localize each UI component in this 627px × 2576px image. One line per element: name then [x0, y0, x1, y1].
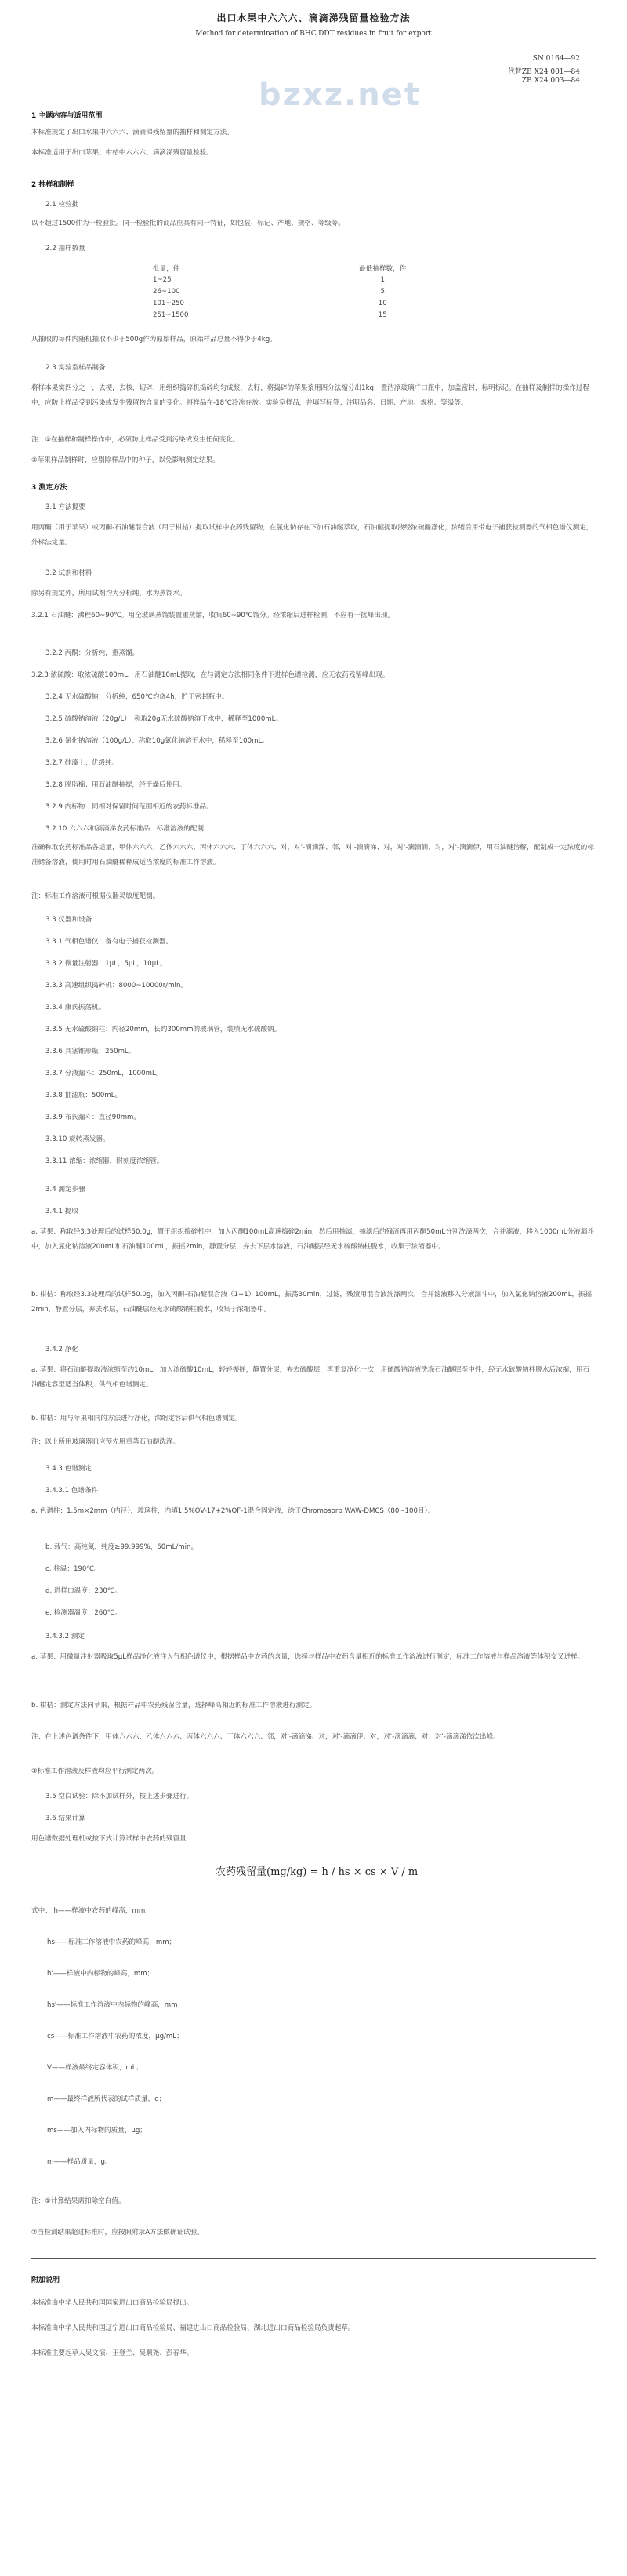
table-row [153, 297, 474, 309]
table-row [153, 274, 474, 285]
table-row [153, 285, 474, 297]
section-2-1-para: 以不超过1500件为一检验批。同一检验批的商品应具有同一特征，如包装、标记、产地、规格、等级等。 [31, 220, 345, 227]
measure-note: 注：在上述色谱条件下，甲体六六六、乙体六六六、丙体六六六、丁体六六六、邻，对'-滴滴涕、对，对'-滴滴伊、对，对'-滴滴滴、对，对'-滴滴涕依次出峰。 [31, 1733, 500, 1741]
section-2-3-note-2: ②苹果样品制样时，应剔除样品中的种子，以免影响测定结果。 [31, 456, 219, 464]
item-3-3-10: 3.3.10 旋转蒸发器。 [45, 1135, 110, 1143]
section-2-title: 2 抽样和制样 [31, 181, 74, 189]
appendix-line-1: 本标准由中华人民共和国国家进出口商品检验局提出。 [31, 2299, 194, 2307]
subsection-2-2: 2.2 抽样数量 [45, 245, 85, 253]
item-3-2-10-para: 准确称取农药标准品各适量，甲体六六六、乙体六六六、丙体六六六、丁体六六六、对，对'-滴滴涕、邻，对'-滴滴涕、对，对'-滴滴滴、对，对'-滴滴伊，用石油醚溶解，配制成一定浓度的标准储备溶液，使用时用石油醚稀释成适当浓度的标准工作溶液。 [31, 844, 594, 867]
item-3-3-11: 3.3.11 浓缩：浓缩器，附刻度浓缩管。 [45, 1157, 164, 1165]
section-3-6-para: 用色谱数据处理机或按下式计算试样中农药的残留量： [31, 1835, 194, 1843]
formula-rhs: h / hs × cs × V / m [321, 1866, 419, 1878]
subsection-3-6: 3.6 结果计算 [45, 1815, 85, 1822]
appendix-line-2: 本标准由中华人民共和国辽宁进出口商品检验局、福建进出口商品检验局、湖北进出口商品检验局负责起草。 [31, 2324, 355, 2332]
sampling-table [153, 262, 474, 321]
where-1: 式中： h——样液中农药的峰高，mm； [31, 1907, 152, 1915]
step-3-4-2-a: a. 苹果：将石油醚提取液浓缩至约10mL，加入浓硫酸10mL，轻轻振摇，静置分层，弃去硫酸层，再重复净化一次，用硫酸钠溶液洗涤石油醚层至中性，经无水硫酸钠柱脱水后浓缩，用石油醚定容至适当体积，供气相色谱测定。 [31, 1366, 590, 1389]
item-3-3-9: 3.3.9 布氏漏斗：直径90mm。 [45, 1114, 141, 1121]
item-3-3-2: 3.3.2 微量注射器：1μL，5μL，10μL。 [45, 960, 167, 968]
table-header-samples: 最低抽样数，件 [359, 264, 407, 273]
where-2: hs——标准工作溶液中农药的峰高，mm； [47, 1938, 176, 1946]
subsection-3-5: 3.5 空白试验：除不加试样外，按上述步骤进行。 [45, 1793, 194, 1800]
step-3-4-1-b: b. 柑桔：称取经3.3处理后的试样50.0g，加入丙酮-石油醚混合液（1+1）100mL，振荡30min，过滤，残渣用混合液洗涤两次，合并滤液移入分液漏斗中，加入氯化钠溶液200mL，振摇2min，静置分层，弃去水层，石油醚层经无水硫酸钠柱脱水，收集于浓缩器中。 [31, 1291, 593, 1313]
calc-note-1: 注：①计算结果需扣除空白值。 [31, 2197, 125, 2205]
item-3-3-5: 3.3.5 无水硫酸钠柱：内径20mm，长约300mm的玻璃管，装填无水硫酸钠。 [45, 1026, 281, 1034]
section-3-2-para: 除另有规定外，所用试剂均为分析纯，水为蒸馏水。 [31, 590, 187, 598]
where-8: ms——加入内标物的质量，μg； [47, 2127, 147, 2135]
step-3-4-3-2: 3.4.3.2 测定 [45, 1633, 85, 1640]
section-3-1-para: 用丙酮（用于苹果）或丙酮-石油醚混合液（用于柑桔）提取试样中农药残留物，在氯化钠存在下加石油醚萃取，石油醚提取液经浓硫酸净化，浓缩后用带电子捕获检测器的气相色谱仪测定，外标法定量。 [31, 524, 593, 547]
subsection-3-3: 3.3 仪器和设备 [45, 916, 92, 924]
table-row [153, 309, 474, 321]
subsection-3-2: 3.2 试剂和材料 [45, 569, 92, 577]
section-3-title: 3 测定方法 [31, 484, 67, 492]
table-header-row [153, 262, 474, 274]
item-3-3-8: 3.3.8 抽滤瓶：500mL。 [45, 1092, 122, 1099]
item-3-3-1: 3.3.1 气相色谱仪：备有电子捕获检测器。 [45, 938, 173, 946]
item-3-3-7: 3.3.7 分液漏斗：250mL，1000mL。 [45, 1070, 163, 1077]
table-cell: 1 [380, 275, 385, 284]
calc-note-2: ②当检测结果超过标准时，应按照附录A方法做确证试验。 [31, 2229, 204, 2236]
measure-note-2: ③标准工作溶液及样液均应平行测定两次。 [31, 1768, 159, 1775]
condition-e: e. 检测器温度：260℃。 [45, 1609, 121, 1617]
formula [216, 1863, 418, 1878]
table-cell: 1~25 [153, 275, 172, 284]
item-3-3-6: 3.3.6 具塞锥形瓶：250mL。 [45, 1048, 136, 1055]
section-1-para-1: 本标准规定了出口水果中六六六、滴滴涕残留量的抽样和测定方法。 [31, 129, 234, 136]
item-3-2-3: 3.2.3 浓硫酸：取浓硫酸100mL，用石油醚10mL提取，在与测定方法相同条件下进样色谱检测，应无农药残留峰出现。 [31, 671, 390, 679]
subsection-3-4: 3.4 测定步骤 [45, 1186, 85, 1194]
appendix-title: 附加说明 [31, 2276, 60, 2284]
table-cell: 101~250 [153, 299, 185, 307]
subsection-3-1: 3.1 方法提要 [45, 503, 85, 511]
condition-a: a. 色谱柱：1.5m×2mm（内径），玻璃柱，内填1.5%OV-17+2%QF-1混合固定液，涂于Chromosorb WAW-DMCS（80~100目）。 [31, 1507, 435, 1515]
item-3-3-4: 3.3.4 康氏振荡机。 [45, 1004, 106, 1012]
section-2-3-note-1: 注：①在抽样和制样操作中，必须防止样品受到污染或发生任何变化。 [31, 436, 240, 444]
std-number-3: ZB X24 003—84 [521, 77, 580, 85]
where-7: m——最终样液所代表的试样质量，g； [47, 2095, 166, 2103]
section-2-3-para: 将样本果实四分之一，去梗，去核，切碎，用组织捣碎机捣碎均匀成浆，去籽，将捣碎的苹果浆用四分法缩分出1kg，置洁净玻璃广口瓶中，加盖密封，标明标记。在抽样及制样的操作过程中，应防止样品受到污染或发生残留物含量的变化。将样品在-18℃冷冻存放。实验室样品，并填写标签；注明品名、日期、产地、规格、等级等。 [31, 384, 589, 407]
condition-b: b. 载气：高纯氮，纯度≥99.999%，60mL/min。 [45, 1543, 198, 1551]
measure-a: a. 苹果：用微量注射器吸取5μL样品净化液注入气相色谱仪中，根据样品中农药的含量，选择与样品中农药含量相近的标准工作溶液进行测定，标准工作溶液与样品溶液等体积交叉进样。 [31, 1653, 585, 1661]
table-cell: 15 [378, 311, 387, 319]
step-3-4-2-note: 注：以上所用玻璃器皿应预先用重蒸石油醚洗涤。 [31, 1438, 180, 1446]
subsection-2-1: 2.1 检验批 [45, 201, 79, 209]
section-1-para-2: 本标准适用于出口苹果、柑桔中六六六、滴滴涕残留量检验。 [31, 149, 214, 157]
where-6: V——样液最终定容体积，mL； [47, 2064, 143, 2072]
item-3-2-6: 3.2.6 氯化钠溶液（100g/L）：称取10g氯化钠溶于水中，稀释至100mL。 [45, 737, 269, 745]
section-3-2-note: 注：标准工作溶液可根据仪器灵敏度配制。 [31, 892, 160, 900]
table-cell: 5 [380, 287, 385, 296]
step-3-4-2: 3.4.2 净化 [45, 1346, 78, 1353]
table-cell: 10 [378, 299, 387, 307]
table-cell: 26~100 [153, 287, 180, 296]
table-cell: 251~1500 [153, 311, 189, 319]
std-number-2: 代替ZB X24 001—84 [507, 68, 580, 76]
table-header-lot: 批量，件 [153, 264, 180, 273]
formula-lhs: 农药残留量(mg/kg) = [216, 1866, 319, 1878]
item-3-2-10: 3.2.10 六六六和滴滴涕农药标准品：标准溶液的配制 [45, 825, 204, 833]
item-3-3-3: 3.3.3 高速组织捣碎机：8000~10000r/min。 [45, 982, 187, 990]
item-3-2-1: 3.2.1 石油醚：沸程60~90℃。用全玻璃蒸馏装置重蒸馏，收集60~90℃馏分。经浓缩后进样检测，不应有干扰峰出现。 [31, 612, 394, 619]
document-subtitle: Method for determination of BHC,DDT residues in fruit for export [195, 30, 432, 38]
watermark-logo: bzxz.net [259, 77, 421, 113]
appendix-rule [31, 2258, 596, 2259]
step-3-4-3: 3.4.3 色谱测定 [45, 1465, 92, 1473]
where-9: m——样品质量，g。 [47, 2158, 112, 2166]
item-3-2-9: 3.2.9 内标物：同相对保留时间范围相近的农药标准品。 [45, 803, 213, 811]
std-number-1: SN 0164—92 [532, 55, 580, 63]
item-3-2-5: 3.2.5 硫酸钠溶液（20g/L）：称取20g无水硫酸钠溶于水中，稀释至1000mL。 [45, 715, 283, 723]
where-4: hs'——标准工作溶液中内标物的峰高，mm； [47, 2001, 185, 2009]
appendix-line-3: 本标准主要起草人吴文演、王登兰、吴顺尧、彭春华。 [31, 2349, 194, 2357]
section-2-2-para: 从抽取的每件内随机抽取不少于500g作为原始样品，原始样品总量不得少于4kg。 [31, 336, 277, 343]
step-3-4-1-a: a. 苹果：称取经3.3处理后的试样50.0g，置于组织捣碎机中，加入丙酮100mL高速捣碎2min，然后用抽滤，抽滤后的残渣再用丙酮50mL分别洗涤两次，合并滤液，移入1000mL分液漏斗中，加入氯化钠溶液200mL和石油醚100mL，振摇2min，静置分层，弃去下层水溶液，石油醚层经无水硫酸钠柱脱水，收集于浓缩器中。 [31, 1228, 594, 1251]
item-3-2-7: 3.2.7 硅藻土：优级纯。 [45, 759, 119, 767]
item-3-2-4: 3.2.4 无水硫酸钠：分析纯，650℃灼烧4h，贮于密封瓶中。 [45, 693, 229, 701]
document-title: 出口水果中六六六、滴滴涕残留量检验方法 [216, 13, 411, 24]
where-3: h'——样液中内标物的峰高，mm； [47, 1970, 154, 1978]
step-3-4-1: 3.4.1 提取 [45, 1208, 78, 1215]
where-5: cs——标准工作溶液中农药的浓度，μg/mL； [47, 2033, 183, 2040]
step-3-4-3-1: 3.4.3.1 色谱条件 [45, 1487, 99, 1495]
item-3-2-2: 3.2.2 丙酮：分析纯，重蒸馏。 [45, 649, 140, 657]
measure-b: b. 柑桔：测定方法同苹果，根据样品中农药残留含量，选择峰高相近的标准工作溶液进行测定。 [31, 1702, 317, 1709]
step-3-4-2-b: b. 柑桔：用与苹果相同的方法进行净化，浓缩定容后供气相色谱测定。 [31, 1415, 242, 1422]
section-1-title: 1 主题内容与适用范围 [31, 112, 103, 120]
subsection-2-3: 2.3 实验室样品制备 [45, 364, 106, 372]
condition-c: c. 柱温：190℃。 [45, 1565, 101, 1573]
item-3-2-8: 3.2.8 脱脂棉：用石油醚抽提，经干燥后使用。 [45, 781, 187, 789]
condition-d: d. 进样口温度：230℃。 [45, 1587, 122, 1595]
